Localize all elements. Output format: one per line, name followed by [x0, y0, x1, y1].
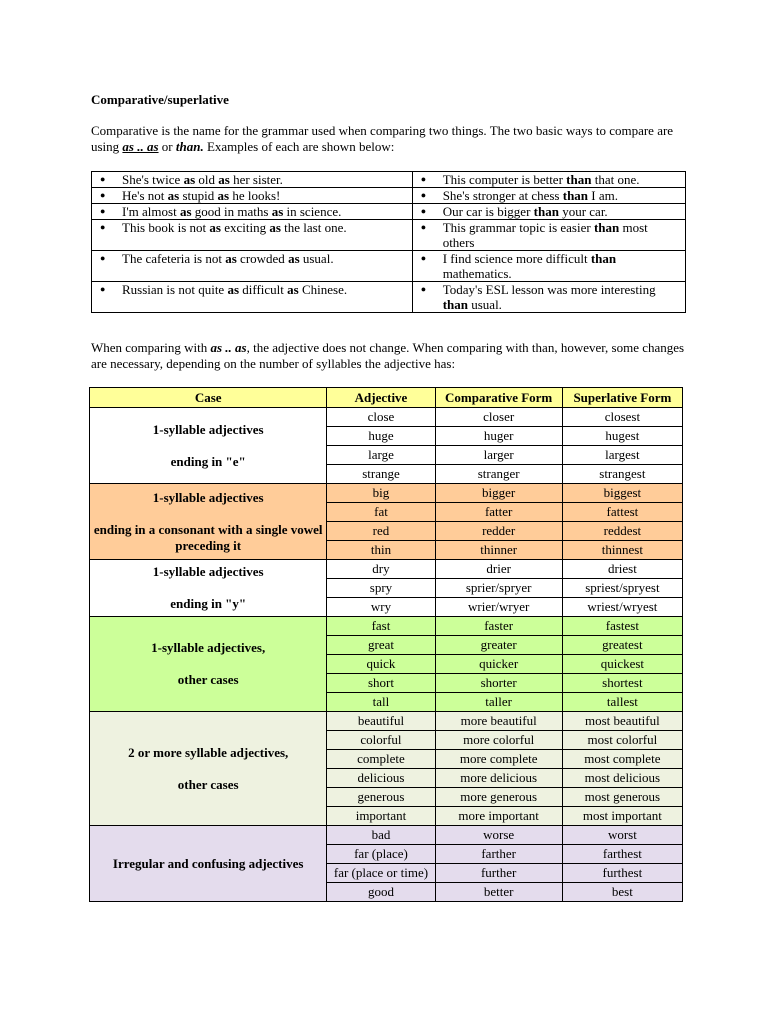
keyword: as	[225, 251, 237, 266]
adjective-cell: important	[327, 807, 435, 826]
adjective-cell: tall	[327, 693, 435, 712]
adjective-cell: large	[327, 446, 435, 465]
example-as-as-cell	[92, 220, 413, 251]
comparative-cell: more beautiful	[435, 712, 562, 731]
example-row	[92, 282, 686, 313]
adjective-row	[90, 617, 683, 636]
comparative-cell: larger	[435, 446, 562, 465]
sentence-text: exciting	[220, 220, 270, 235]
example-than-cell	[412, 251, 685, 282]
superlative-cell: thinnest	[562, 541, 682, 560]
example-than-cell	[412, 282, 685, 313]
superlative-cell: most important	[562, 807, 682, 826]
adjective-cell: red	[327, 522, 435, 541]
sentence-text: that one.	[591, 172, 640, 187]
keyword: than	[533, 204, 559, 219]
keyword: than	[590, 251, 617, 266]
sentence-text: he looks!	[229, 188, 281, 203]
adjective-cell: delicious	[327, 769, 435, 788]
sentence-text: mathematics.	[442, 266, 512, 281]
header-case: Case	[90, 388, 327, 408]
header-superlative: Superlative Form	[562, 388, 682, 408]
header-adjective: Adjective	[327, 388, 435, 408]
comparative-cell: sprier/spryer	[435, 579, 562, 598]
comparative-cell: stranger	[435, 465, 562, 484]
example-sentence	[443, 204, 681, 219]
case-label: other cases	[177, 672, 239, 687]
comparative-cell: farther	[435, 845, 562, 864]
comparative-cell: better	[435, 883, 562, 902]
comparative-cell: faster	[435, 617, 562, 636]
bullet-icon: ●	[420, 206, 427, 216]
keyword: than	[442, 297, 468, 312]
comparative-cell: further	[435, 864, 562, 883]
adjective-cell: fast	[327, 617, 435, 636]
keyword: than	[562, 188, 589, 203]
comparative-cell: bigger	[435, 484, 562, 503]
example-row	[92, 220, 686, 251]
keyword: as	[209, 220, 221, 235]
sentence-text: old	[195, 172, 219, 187]
keyword: as	[217, 188, 230, 203]
adjective-cell: quick	[327, 655, 435, 674]
adjective-cell: dry	[327, 560, 435, 579]
example-as-as-cell	[92, 188, 413, 204]
sentence-text: Russian is not quite	[122, 282, 228, 297]
superlative-cell: spriest/spryest	[562, 579, 682, 598]
adjective-cell: short	[327, 674, 435, 693]
intro-or: or	[158, 139, 176, 154]
superlative-cell: wriest/wryest	[562, 598, 682, 617]
example-sentence	[443, 172, 681, 187]
example-sentence	[122, 282, 408, 297]
middle-as-as: as .. as	[210, 340, 247, 355]
superlative-cell: closest	[562, 408, 682, 427]
comparative-cell: redder	[435, 522, 562, 541]
sentence-text: stupid	[179, 188, 218, 203]
superlative-cell: shortest	[562, 674, 682, 693]
example-sentence	[443, 282, 681, 312]
comparative-cell: more complete	[435, 750, 562, 769]
intro-text-2: Examples of each are shown below:	[203, 139, 395, 154]
superlative-cell: quickest	[562, 655, 682, 674]
adjective-table	[89, 387, 683, 902]
case-cell	[90, 712, 327, 826]
superlative-cell: driest	[562, 560, 682, 579]
superlative-cell: strangest	[562, 465, 682, 484]
sentence-text: This computer is better	[442, 172, 567, 187]
bullet-icon: ●	[420, 284, 427, 294]
comparative-cell: fatter	[435, 503, 562, 522]
comparative-cell: closer	[435, 408, 562, 427]
adjective-table-header	[90, 388, 683, 408]
sentence-text: She's twice	[122, 172, 184, 187]
adjective-cell: fat	[327, 503, 435, 522]
example-sentence	[443, 220, 681, 250]
example-sentence	[122, 188, 408, 203]
sentence-text: her sister.	[229, 172, 283, 187]
comparative-cell: more generous	[435, 788, 562, 807]
example-sentence	[443, 251, 681, 281]
case-label: other cases	[177, 776, 239, 792]
adjective-row	[90, 484, 683, 503]
keyword: than	[593, 220, 620, 235]
comparative-cell: taller	[435, 693, 562, 712]
case-cell	[90, 617, 327, 712]
superlative-cell: farthest	[562, 845, 682, 864]
examples-table	[91, 171, 686, 313]
superlative-cell: tallest	[562, 693, 682, 712]
comparative-cell: wrier/wryer	[435, 598, 562, 617]
example-than-cell	[412, 220, 685, 251]
case-label: 1-syllable adjectives	[152, 489, 264, 505]
header-comparative: Comparative Form	[435, 388, 562, 408]
adjective-cell: spry	[327, 579, 435, 598]
sentence-text: This book is not	[122, 220, 210, 235]
case-label: 2 or more syllable adjectives,	[128, 744, 289, 760]
superlative-cell: largest	[562, 446, 682, 465]
sentence-text: difficult	[239, 282, 288, 297]
superlative-cell: worst	[562, 826, 682, 845]
bullet-icon: ●	[420, 190, 427, 200]
adjective-cell: close	[327, 408, 435, 427]
sentence-text: usual.	[467, 297, 502, 312]
bullet-icon: ●	[100, 253, 106, 263]
bullet-icon: ●	[420, 222, 427, 232]
sentence-text: Chinese.	[298, 282, 348, 297]
superlative-cell: biggest	[562, 484, 682, 503]
sentence-text: usual.	[299, 251, 334, 266]
adjective-cell: thin	[327, 541, 435, 560]
sentence-text: The cafeteria is not	[122, 251, 226, 266]
comparative-cell: drier	[435, 560, 562, 579]
adjective-cell: strange	[327, 465, 435, 484]
example-than-cell	[412, 204, 685, 220]
adjective-cell: huge	[327, 427, 435, 446]
sentence-text: in science.	[283, 204, 342, 219]
superlative-cell: most generous	[562, 788, 682, 807]
bullet-icon: ●	[100, 206, 106, 216]
sentence-text: good in maths	[191, 204, 272, 219]
adjective-cell: far (place or time)	[327, 864, 435, 883]
superlative-cell: hugest	[562, 427, 682, 446]
sentence-text: Our car is bigger	[442, 204, 534, 219]
example-sentence	[122, 172, 408, 187]
middle-paragraph	[91, 340, 691, 372]
keyword: as	[271, 204, 284, 219]
comparative-cell: shorter	[435, 674, 562, 693]
keyword: as	[218, 172, 230, 187]
bullet-icon: ●	[100, 222, 106, 232]
intro-text-1: Comparative is the name for the grammar used when comparing two things. The two basic ways to compare are using	[91, 123, 674, 154]
superlative-cell: most delicious	[562, 769, 682, 788]
adjective-cell: complete	[327, 750, 435, 769]
keyword: as	[287, 282, 299, 297]
superlative-cell: reddest	[562, 522, 682, 541]
middle-text-2: , the adjective does not change. When comparing with than, however, some changes are necessary, depending on the number of syllables the adjective has:	[91, 340, 685, 371]
keyword: as	[167, 188, 180, 203]
example-as-as-cell	[92, 251, 413, 282]
comparative-cell: greater	[435, 636, 562, 655]
superlative-cell: furthest	[562, 864, 682, 883]
comparative-cell: huger	[435, 427, 562, 446]
example-than-cell	[412, 172, 685, 188]
adjective-cell: beautiful	[327, 712, 435, 731]
case-label: ending in a consonant with a single vowel preceding it	[93, 521, 323, 553]
adjective-cell: great	[327, 636, 435, 655]
comparative-cell: quicker	[435, 655, 562, 674]
keyword: as	[269, 220, 281, 235]
sentence-text: He's not	[122, 188, 168, 203]
intro-than: than.	[175, 139, 204, 154]
sentence-text: I find science more difficult	[442, 251, 591, 266]
superlative-cell: fastest	[562, 617, 682, 636]
adjective-cell: bad	[327, 826, 435, 845]
case-cell	[90, 408, 327, 484]
adjective-cell: good	[327, 883, 435, 902]
keyword: than	[566, 172, 592, 187]
superlative-cell: fattest	[562, 503, 682, 522]
case-label: ending in "e"	[170, 453, 246, 469]
example-row	[92, 251, 686, 282]
superlative-cell: best	[562, 883, 682, 902]
adjective-cell: colorful	[327, 731, 435, 750]
example-as-as-cell	[92, 204, 413, 220]
example-sentence	[122, 204, 408, 219]
intro-as-as: as .. as	[122, 139, 159, 154]
case-cell	[90, 484, 327, 560]
superlative-cell: most colorful	[562, 731, 682, 750]
adjective-row	[90, 712, 683, 731]
sentence-text: I am.	[588, 188, 618, 203]
sentence-text: I'm almost	[122, 204, 180, 219]
bullet-icon: ●	[100, 174, 106, 184]
comparative-cell: thinner	[435, 541, 562, 560]
bullet-icon: ●	[420, 174, 427, 184]
keyword: as	[183, 172, 196, 187]
keyword: as	[288, 251, 300, 266]
case-label: 1-syllable adjectives,	[151, 640, 266, 655]
comparative-cell: worse	[435, 826, 562, 845]
adjective-row	[90, 560, 683, 579]
adjective-row	[90, 408, 683, 427]
sentence-text: the last one.	[280, 220, 347, 235]
case-label: 1-syllable adjectives	[152, 564, 264, 579]
intro-paragraph	[91, 123, 691, 155]
example-row	[92, 188, 686, 204]
example-as-as-cell	[92, 172, 413, 188]
bullet-icon: ●	[100, 284, 106, 294]
adjective-cell: wry	[327, 598, 435, 617]
sentence-text: your car.	[558, 204, 608, 219]
example-row	[92, 172, 686, 188]
case-cell	[90, 826, 327, 902]
adjective-row	[90, 826, 683, 845]
adjective-cell: generous	[327, 788, 435, 807]
superlative-cell: greatest	[562, 636, 682, 655]
superlative-cell: most complete	[562, 750, 682, 769]
example-sentence	[443, 188, 681, 203]
example-sentence	[122, 251, 408, 266]
sentence-text: She's stronger at chess	[442, 188, 563, 203]
superlative-cell: most beautiful	[562, 712, 682, 731]
example-row	[92, 204, 686, 220]
example-as-as-cell	[92, 282, 413, 313]
case-cell	[90, 560, 327, 617]
adjective-cell: big	[327, 484, 435, 503]
comparative-cell: more delicious	[435, 769, 562, 788]
middle-text-1: When comparing with	[91, 340, 211, 355]
bullet-icon: ●	[100, 190, 106, 200]
case-label: 1-syllable adjectives	[152, 421, 264, 437]
sentence-text: crowded	[236, 251, 289, 266]
sentence-text: This grammar topic is easier	[442, 220, 594, 235]
case-label: ending in "y"	[170, 596, 247, 611]
adjective-cell: far (place)	[327, 845, 435, 864]
sentence-text: Today's ESL lesson was more interesting	[442, 282, 656, 297]
keyword: as	[227, 282, 240, 297]
example-sentence	[122, 220, 408, 235]
comparative-cell: more important	[435, 807, 562, 826]
example-than-cell	[412, 188, 685, 204]
bullet-icon: ●	[420, 253, 427, 263]
comparative-cell: more colorful	[435, 731, 562, 750]
keyword: as	[179, 204, 192, 219]
case-label: Irregular and confusing adjectives	[112, 855, 304, 871]
sentence-text: most others	[442, 220, 648, 250]
page-title: Comparative/superlative	[91, 92, 229, 107]
